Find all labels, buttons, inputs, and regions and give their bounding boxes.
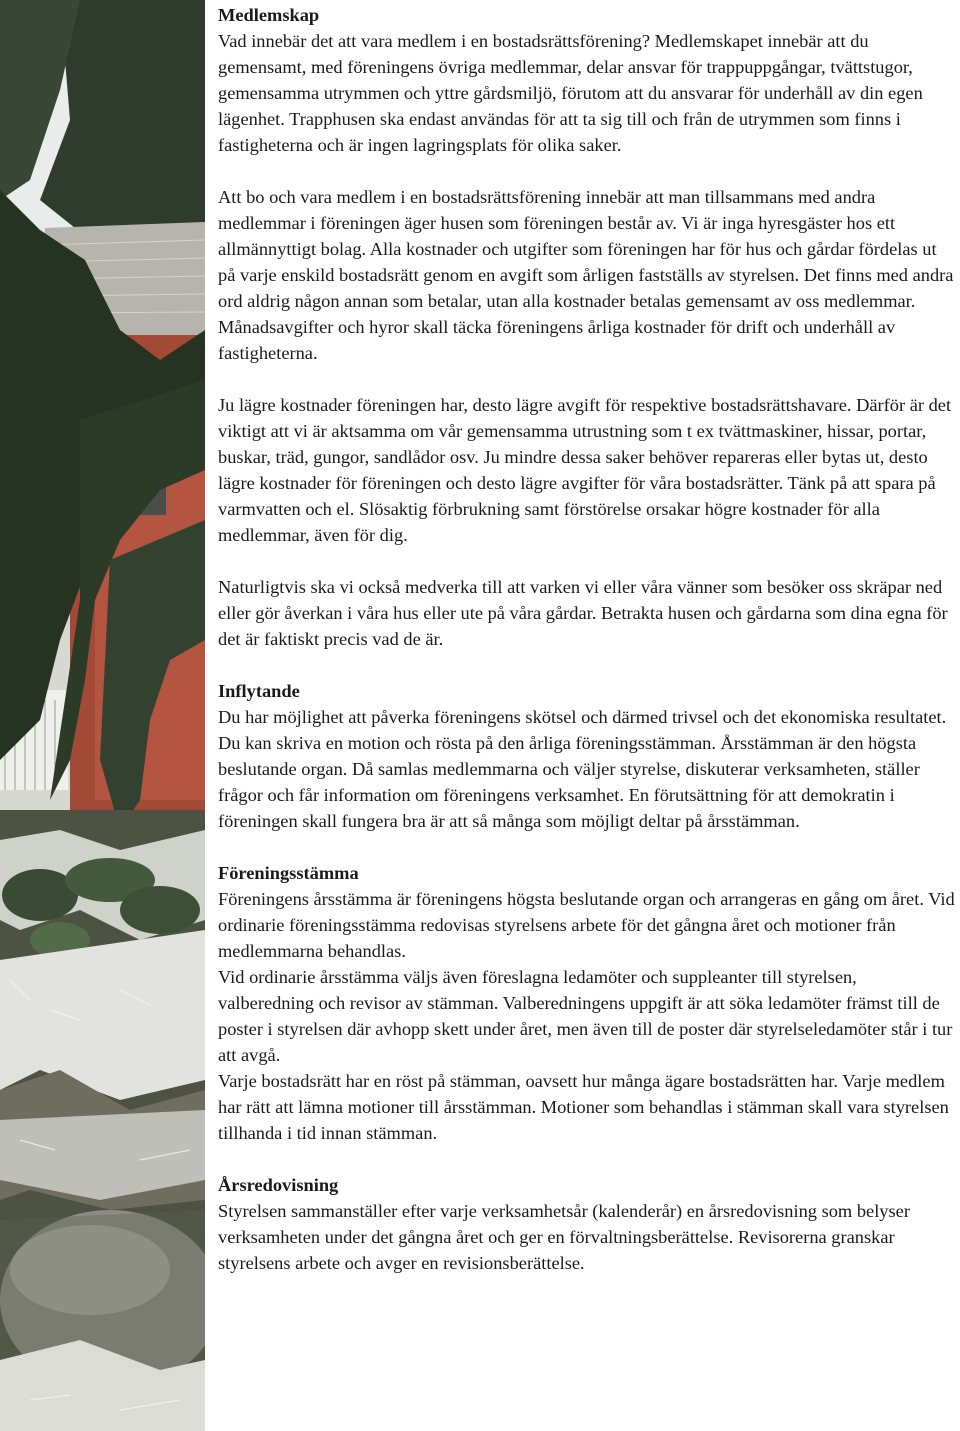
section-heading: Föreningsstämma — [218, 863, 359, 883]
paragraph: Vid ordinarie årsstämma väljs även föreslagna ledamöter och suppleanter till styrelsen, valberedning och revisor av stämman. Valberedningens uppgift är att söka ledamöter främst till de poster i styrelsen där avhopp skett under året, men även till de poster där styrelseledamöter står i tur att avgå. — [218, 967, 953, 1065]
section-inflytande — [218, 678, 956, 834]
paragraph: Du har möjlighet att påverka föreningens skötsel och därmed trivsel och det ekonomiska resultatet. Du kan skriva en motion och rösta på den årliga föreningsstämman. Årsstämman är den högsta beslutande organ. Då samlas medlemmarna och väljer styrelse, diskuterar verksamheten, ställer frågor och får information om föreningens verksamhet. En förutsättning för att demokratin i föreningen skall fungera bra är att så många som möjligt deltar på årsstämman. — [218, 707, 947, 831]
document-body — [218, 2, 956, 1302]
paragraph: Vad innebär det att vara medlem i en bostadsrättsförening? Medlemskapet innebär att du gemensamt, med föreningens övriga medlemmar, delar ansvar för trappuppgångar, tvättstugor, gemensamma utrymmen och yttre gårdsmiljö, förutom att du ansvarar för underhåll av din egen lägenhet. Trapphusen ska endast användas för att ta sig till och från de utrymmen som finns i fastigheterna och är ingen lagringsplats för olika saker. — [218, 31, 923, 155]
paragraph: Naturligtvis ska vi också medverka till att varken vi eller våra vänner som besöker oss skräpar ned eller gör åverkan i våra hus eller ute på våra gårdar. Betrakta husen och gårdarna som dina egna för det är faktiskt precis vad de är. — [218, 577, 948, 649]
side-photo — [0, 0, 205, 1431]
section-arsredovisning — [218, 1172, 956, 1276]
paragraph: Varje bostadsrätt har en röst på stämman, oavsett hur många ägare bostadsrätten har. Varje medlem har rätt att lämna motioner till årsstämman. Motioner som behandlas i stämman skall vara styrelsen tillhanda i tid innan stämman. — [218, 1071, 949, 1143]
paragraph: Styrelsen sammanställer efter varje verksamhetsår (kalenderår) en årsredovisning som belyser verksamheten under det gångna året och ger en förvaltningsberättelse. Revisorerna granskar styrelsens arbete och avger en revisionsberättelse. — [218, 1201, 910, 1273]
section-foreningsstamma — [218, 860, 956, 1146]
section-kostnader — [218, 392, 956, 548]
section-heading: Medlemskap — [218, 5, 320, 25]
paragraph: Föreningens årsstämma är föreningens högsta beslutande organ och arrangeras en gång om året. Vid ordinarie föreningsstämma redovisas styrelsens arbete för det gångna året och motioner från medlemmarna behandlas. — [218, 889, 955, 961]
paragraph: Att bo och vara medlem i en bostadsrättsförening innebär att man tillsammans med andra medlemmar i föreningen äger husen som föreningen består av. Vi är inga hyresgäster hos ett allmännyttigt bolag. Alla kostnader och utgifter som föreningen har för hus och gårdar fördelas ut på varje enskild bostadsrätt genom en avgift som årligen fastställs av styrelsen. Det finns med andra ord aldrig någon annan som betalar, utan alla kostnader betalas gemensamt av oss medlemmar. Månadsavgifter och hyror skall täcka föreningens årliga kostnader för drift och underhåll av fastigheterna. — [218, 187, 954, 363]
section-heading: Årsredovisning — [218, 1175, 339, 1195]
section-heading: Inflytande — [218, 681, 300, 701]
section-ansvar — [218, 574, 956, 652]
section-medlemskap — [218, 2, 956, 158]
paragraph: Ju lägre kostnader föreningen har, desto lägre avgift för respektive bostadsrättshavare. Därför är det viktigt att vi är aktsamma om vår gemensamma utrustning som t ex tvättmaskiner, hissar, portar, buskar, träd, gungor, sandlådor osv. Ju mindre dessa saker behöver repareras eller bytas ut, desto lägre kostnader för föreningen och desto lägre avgifter för våra bostadsrätter. Tänk på att spara på varmvatten och el. Slösaktig förbrukning samt förstörelse orsakar högre kostnader för alla medlemmar, även för dig. — [218, 395, 952, 545]
section-agande — [218, 184, 956, 366]
